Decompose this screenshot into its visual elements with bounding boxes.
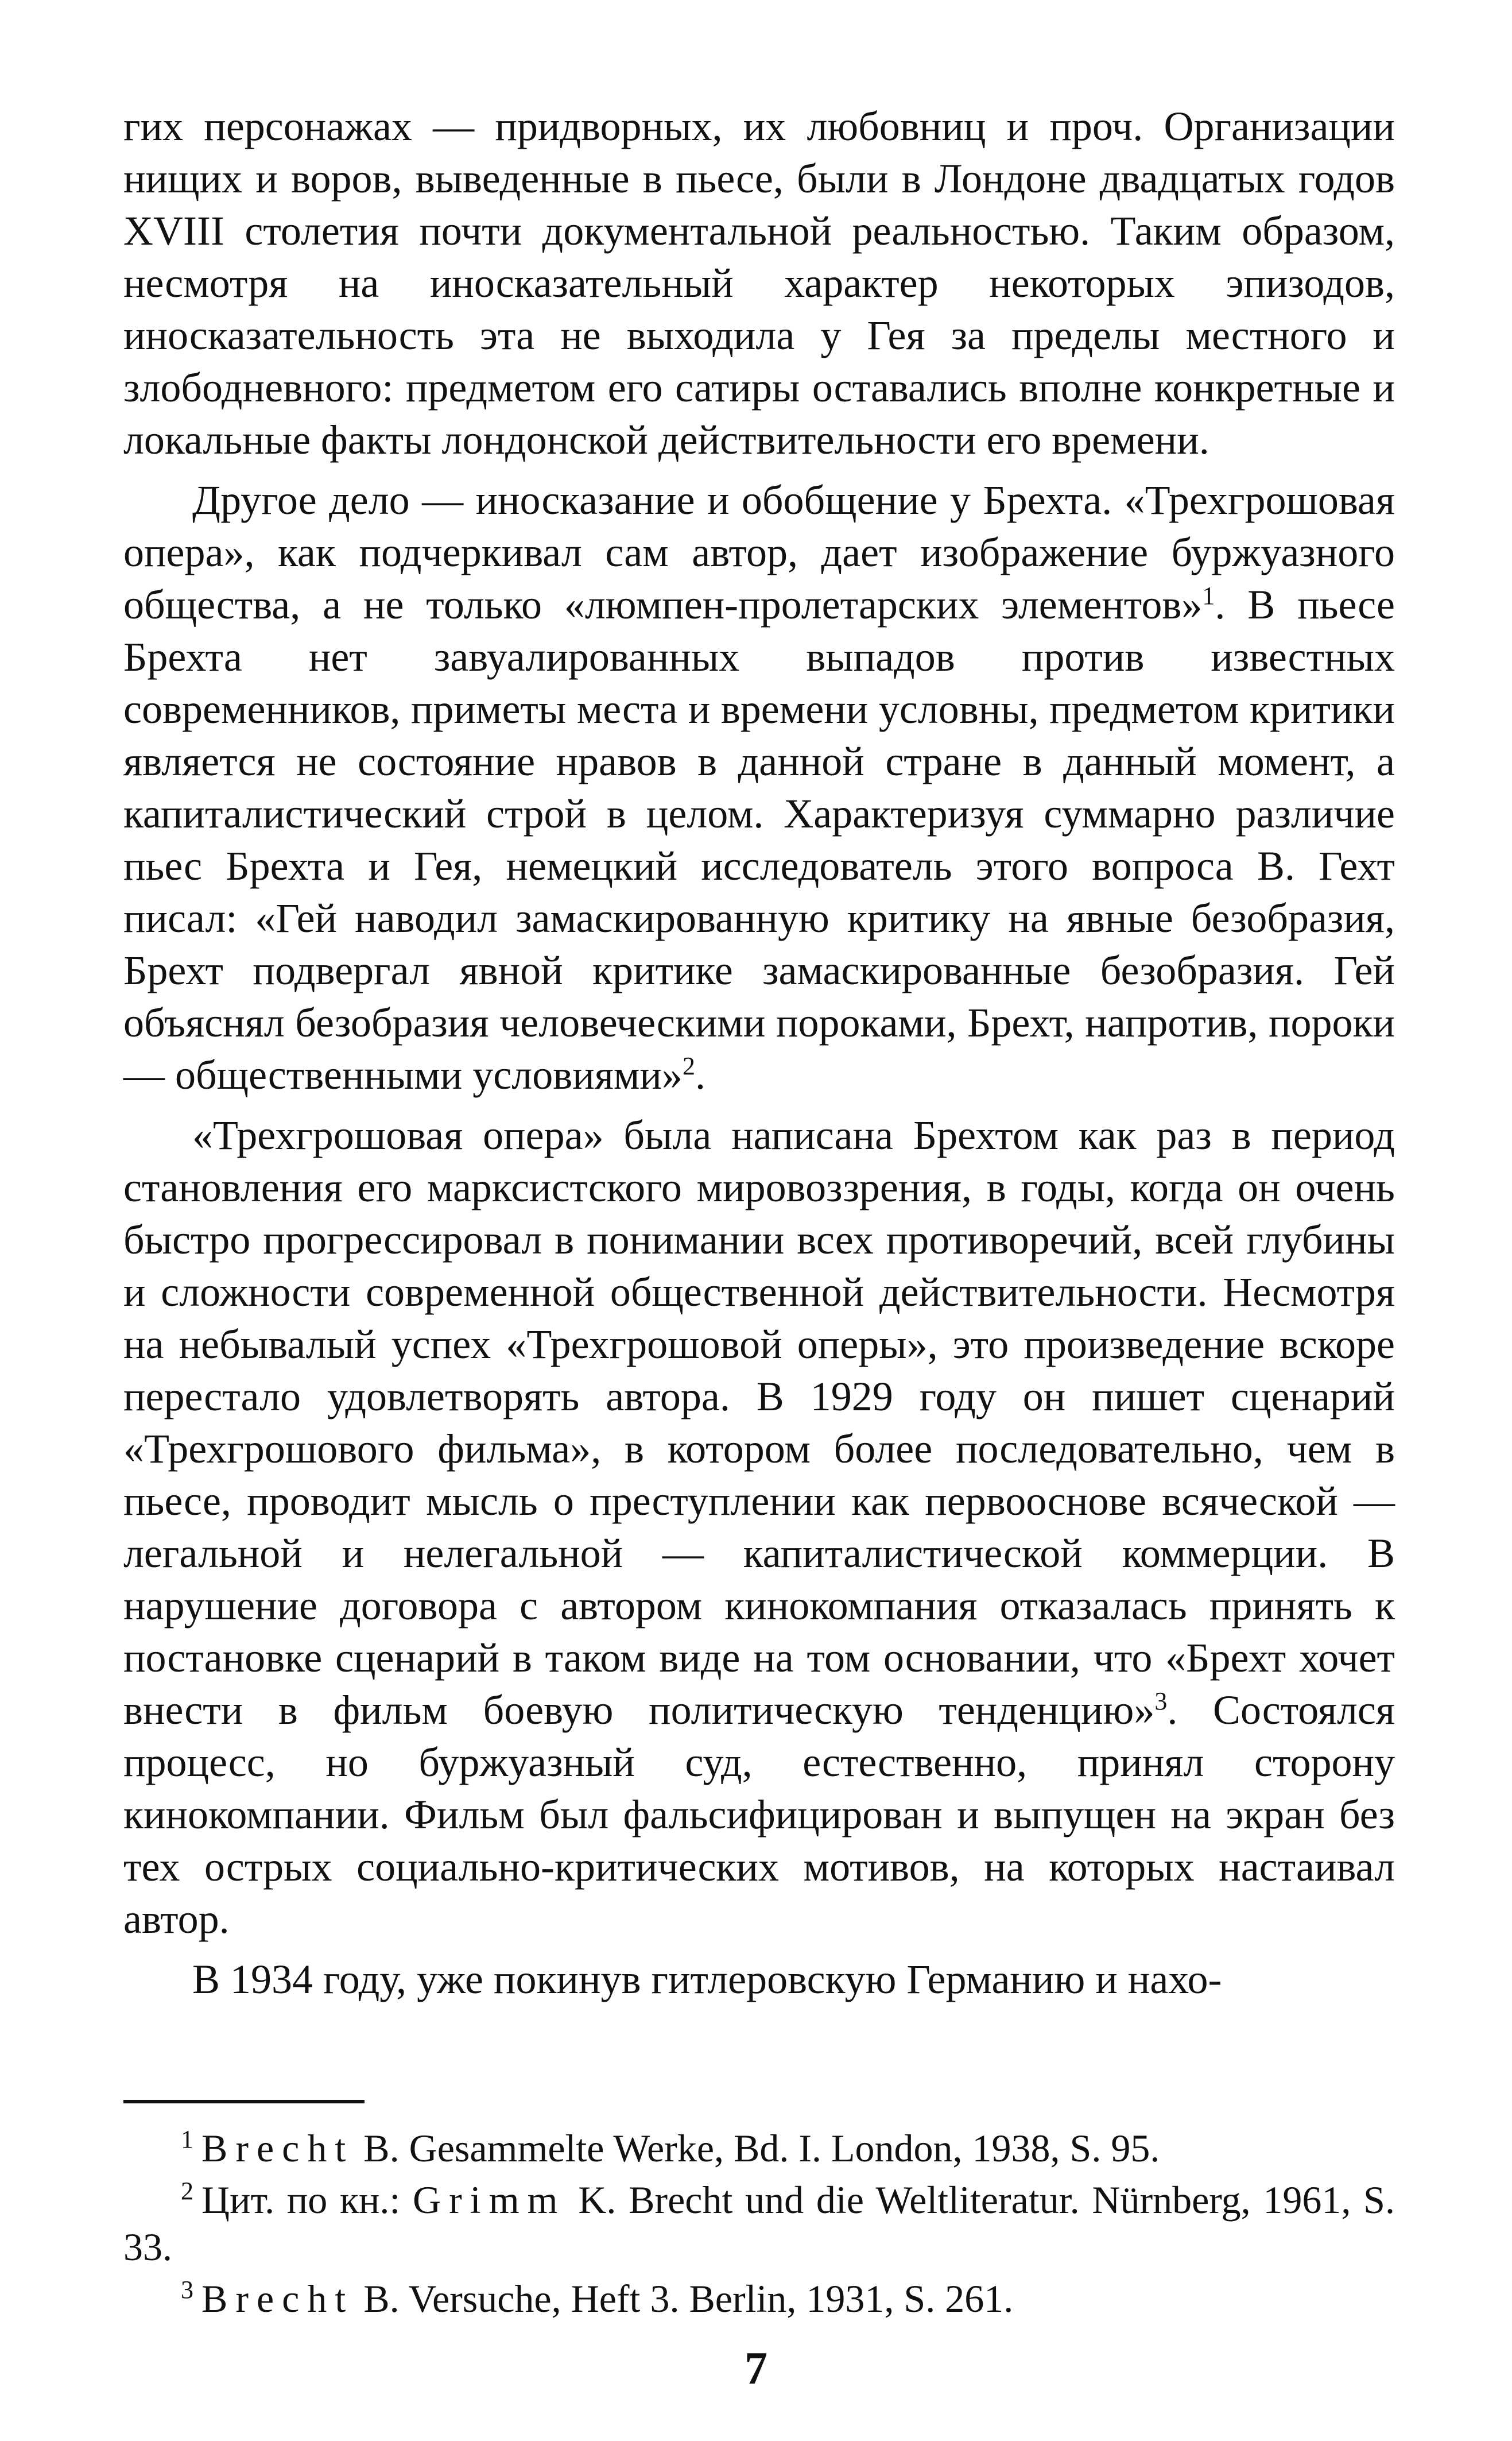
paragraph-3-text-b: . Состоялся процесс, но буржуазный суд, естественно, принял сторону кинокомпании. Фильм был фальсифицирован и выпущен на экран без тех острых социально-критических мотивов, на которых настаивал автор. (123, 1687, 1395, 1942)
footnote-text: B. Versuche, Heft 3. Berlin, 1931, S. 261. (354, 2277, 1014, 2320)
main-text (123, 100, 1395, 2006)
footnote-author: Brecht (201, 2126, 354, 2170)
footnote-prefix: Цит. по кн.: (201, 2178, 413, 2222)
footnote-number: 3 (181, 2276, 193, 2304)
footnote-divider (123, 2100, 365, 2103)
paragraph-4-text: В 1934 году, уже покинув гитлеровскую Германию и нахо- (192, 1956, 1222, 2002)
paragraph-2-text: Другое дело — иносказание и обобщение у Брехта. «Трехгрошовая опера», как подчеркивал сам автор, дает изображение буржуазного общества, а не только «люмпен-пролетарских элементов» (123, 477, 1395, 628)
footnote-ref-2: 2 (682, 1052, 695, 1080)
footnotes (123, 2125, 1395, 2322)
paragraph-4 (123, 1953, 1395, 2006)
footnote-3 (123, 2275, 1395, 2322)
footnote-2 (123, 2176, 1395, 2270)
footnote-author: Grimm (413, 2178, 566, 2222)
paragraph-3 (123, 1109, 1395, 1945)
paragraph-1 (123, 100, 1395, 466)
footnote-number: 1 (181, 2125, 193, 2154)
footnote-ref-3: 3 (1154, 1687, 1168, 1715)
paragraph-1-text: гих персонажах — придворных, их любовниц и проч. Организации нищих и воров, выведенные в пьесе, были в Лондоне двадцатых годов XVIII столетия почти документальной реальностью. Таким образом, несмотря на иносказательный характер некоторых эпизодов, иносказательность эта не выходила у Гея за пределы местного и злободневного: предметом его сатиры оставались вполне конкретные и локальные факты лондонской действительности его времени. (123, 103, 1395, 463)
footnote-text: K. Brecht und die Weltliteratur. Nürnberg, 1961, S. 33. (123, 2178, 1395, 2269)
footnote-number: 2 (181, 2177, 193, 2206)
footnote-author: Brecht (201, 2277, 354, 2320)
footnote-1 (123, 2125, 1395, 2172)
paragraph-2-text-c: . (695, 1052, 705, 1098)
footnote-text: B. Gesammelte Werke, Bd. I. London, 1938, S. 95. (354, 2126, 1160, 2170)
paragraph-3-text: «Трехгрошовая опера» была написана Брехтом как раз в период становления его марксистского мировоззрения, в годы, когда он очень быстро прогрессировал в понимании всех противоречий, всей глубины и сложности современной общественной действительности. Несмотря на небывалый успех «Трехгрошовой оперы», это произведение вскоре перестало удовлетворять автора. В 1929 году он пишет сценарий «Трехгрошового фильма», в котором более последовательно, чем в пьесе, проводит мысль о преступлении как первооснове всяческой — легальной и нелегальной — капиталистической коммерции. В нарушение договора с автором кинокомпания отказалась принять к постановке сценарий в таком виде на том основании, что «Брехт хочет внести в фильм боевую политическую тенденцию» (123, 1112, 1395, 1733)
page-number: 7 (745, 2343, 767, 2394)
paragraph-2-text-b: . В пьесе Брехта нет завуалированных выпадов против известных современников, приметы места и времени условны, предметом критики является не состояние нравов в данной стране в данный момент, а капиталистический строй в целом. Характеризуя суммарно различие пьес Брехта и Гея, немецкий исследователь этого вопроса В. Гехт писал: «Гей наводил замаскированную критику на явные безобразия, Брехт подвергал явной критике замаскированные безобразия. Гей объяснял безобразия человеческими пороками, Брехт, напротив, пороки — общественными условиями» (123, 582, 1395, 1098)
footnote-ref-1: 1 (1202, 582, 1215, 610)
paragraph-2 (123, 474, 1395, 1101)
